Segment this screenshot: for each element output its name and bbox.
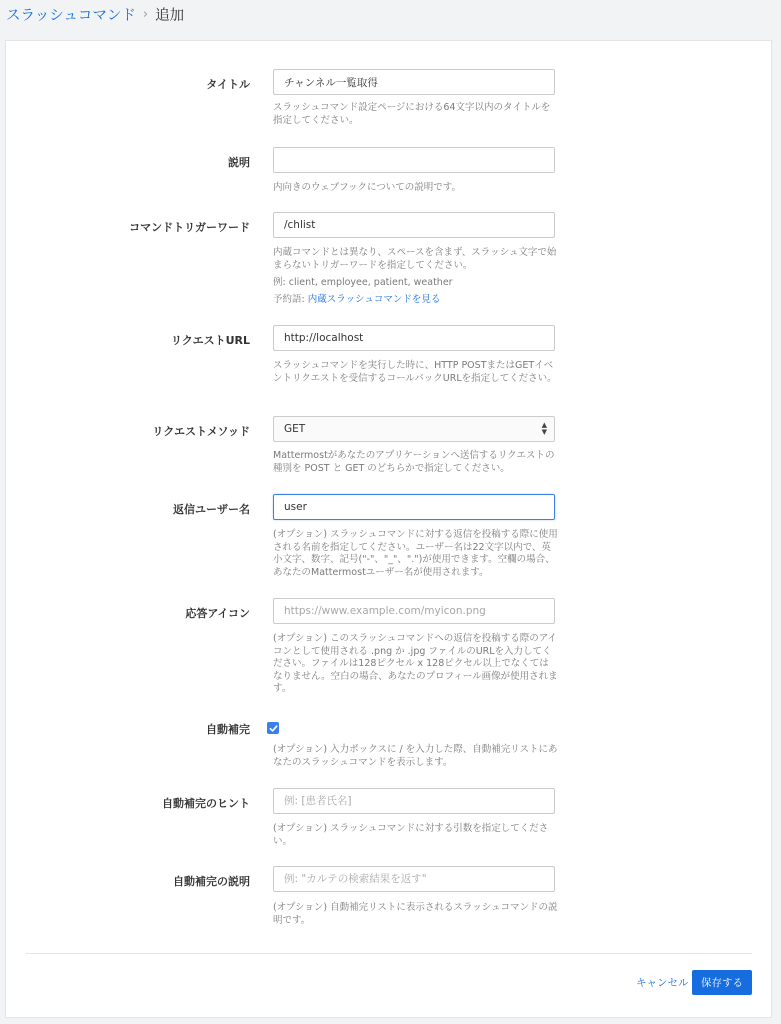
description-label: 説明 [228, 156, 250, 169]
autocomplete-description-input[interactable] [273, 866, 555, 892]
breadcrumb-current: 追加 [155, 7, 185, 24]
description-input[interactable] [273, 147, 555, 173]
title-label: タイトル [206, 78, 250, 91]
autocomplete-description-label: 自動補完の説明 [173, 875, 250, 888]
builtin-commands-link[interactable]: 内蔵スラッシュコマンドを見る [307, 294, 441, 305]
response-icon-label: 応答アイコン [185, 607, 250, 620]
cancel-button[interactable]: キャンセル [636, 973, 689, 993]
autocomplete-hint-input[interactable] [273, 788, 555, 814]
save-button[interactable]: 保存する [692, 970, 752, 995]
autocomplete-description-help: (オプション) 自動補完リストに表示されるスラッシュコマンドの説明です。 [273, 902, 558, 926]
trigger-word-example: 例: client, employee, patient, weather [273, 277, 453, 288]
response-icon-help: (オプション) このスラッシュコマンドへの返信を投稿する際のアイコンとして使用される .png か .jpg ファイルのURLを入力してください。ファイルは128ピクセル x 128ピクセル以上でなくてはなりません。空白の場合、あなたのプロフィール画像が使用されます。 [273, 633, 558, 694]
reserved-prefix: 予約語: [273, 294, 308, 305]
request-url-help: スラッシュコマンドを実行した時に、HTTP POSTまたはGETイベントリクエストを受信するコールバックURLを指定してください。 [273, 360, 557, 384]
autocomplete-help: (オプション) 入力ボックスに / を入力した際、自動補完リストにあなたのスラッシュコマンドを表示します。 [273, 744, 558, 768]
response-icon-input[interactable] [273, 598, 555, 624]
autocomplete-hint-label: 自動補完のヒント [162, 797, 250, 810]
response-username-help: (オプション) スラッシュコマンドに対する返信を投稿する際に使用される名前を指定してください。ユーザー名は22文字以内で、英小文字、数字、記号("-"、"_"、".")が使用できます。空欄の場合、あなたのMattermostユーザー名が使用されます。 [273, 529, 558, 578]
select-arrows-icon: ▲ ▼ [541, 421, 547, 436]
breadcrumb-slash-commands-link[interactable]: スラッシュコマンド [6, 7, 136, 24]
breadcrumb [6, 4, 184, 24]
form-panel [5, 40, 772, 1018]
trigger-word-help: 内蔵コマンドとは異なり、スペースを含まず、スラッシュ文字で始まらないトリガーワードを指定してください。 [273, 247, 557, 271]
description-help: 内向きのウェブフックについての説明です。 [273, 182, 462, 193]
title-help: スラッシュコマンド設定ページにおける64文字以内のタイトルを指定してください。 [273, 102, 551, 126]
autocomplete-hint-help: (オプション) スラッシュコマンドに対する引数を指定してください。 [273, 823, 549, 847]
request-method-help: Mattermostがあなたのアプリケーションへ送信するリクエストの種別を POST と GET のどちらかで指定してください。 [273, 450, 555, 474]
footer-divider [26, 953, 752, 954]
response-username-input[interactable] [273, 494, 555, 520]
check-icon [269, 724, 278, 733]
autocomplete-checkbox[interactable] [267, 722, 279, 734]
response-username-label: 返信ユーザー名 [173, 503, 250, 516]
request-method-select[interactable] [273, 416, 555, 442]
request-url-input[interactable] [273, 325, 555, 351]
trigger-word-label: コマンドトリガーワード [129, 221, 250, 234]
breadcrumb-separator: › [142, 6, 149, 22]
title-input[interactable] [273, 69, 555, 95]
trigger-word-reserved [273, 294, 558, 307]
request-method-value: GET [284, 423, 306, 435]
request-method-label: リクエストメソッド [152, 425, 250, 438]
request-url-label: リクエストURL [171, 334, 250, 347]
autocomplete-label: 自動補完 [206, 723, 250, 736]
trigger-word-input[interactable] [273, 212, 555, 238]
